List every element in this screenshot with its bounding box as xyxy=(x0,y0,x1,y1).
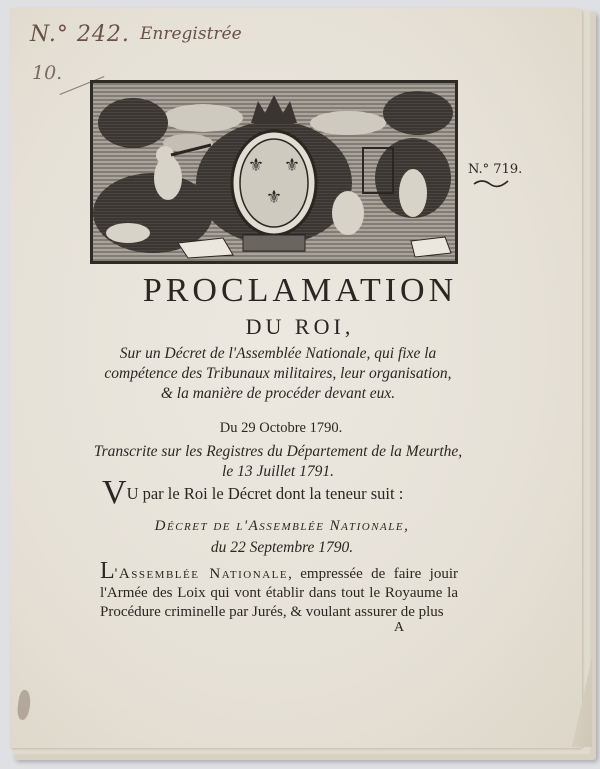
printed-document-number: N.° 719. xyxy=(468,162,523,177)
svg-text:⚜: ⚜ xyxy=(265,187,283,208)
svg-text:⚜: ⚜ xyxy=(283,155,301,176)
document-title: PROCLAMATION xyxy=(142,272,458,309)
engraved-vignette xyxy=(90,80,458,264)
lead-letter: L xyxy=(100,558,115,584)
svg-text:⚜: ⚜ xyxy=(247,155,265,176)
document-subtitle: DU ROI, xyxy=(245,314,355,339)
proclamation-date: Du 29 Octobre 1790. xyxy=(219,420,343,436)
fleur-de-lis-crest-icon xyxy=(93,83,455,261)
transcription-note: Transcrite sur les Registres du Département de la Meurthe, le 13 Juillet 1791. xyxy=(93,443,463,480)
handwritten-number: N.° 242. xyxy=(30,22,130,47)
assembly-small-caps: 'Assemblée Nationale xyxy=(114,566,289,582)
decree-summary: Sur un Décret de l'Assemblée Nationale, qui fixe la compétence des Tribunaux militaires, leur organisation, & la manière de procéder devant eux. xyxy=(104,345,452,402)
drop-cap: V xyxy=(102,474,127,511)
decree-title: Décret de l'Assemblée Nationale, xyxy=(154,518,410,534)
preamble-text: U par le Roi le Décret dont la teneur suit : xyxy=(126,484,404,503)
paragraph-text: , empressée de faire jouir l'Armée des Loix qui vont établir dans tout le Royaume la Procédure criminelle par Jurés, & voulant assurer de plus xyxy=(100,566,458,620)
signature-mark: A xyxy=(394,620,405,635)
swash-ornament-icon xyxy=(472,178,512,188)
decree-date: du 22 Septembre 1790. xyxy=(210,539,354,556)
handwritten-registered-note: Enregistrée xyxy=(140,24,242,44)
preamble xyxy=(102,474,404,511)
handwritten-count: 10. xyxy=(32,62,63,84)
decree-paragraph xyxy=(100,558,458,622)
